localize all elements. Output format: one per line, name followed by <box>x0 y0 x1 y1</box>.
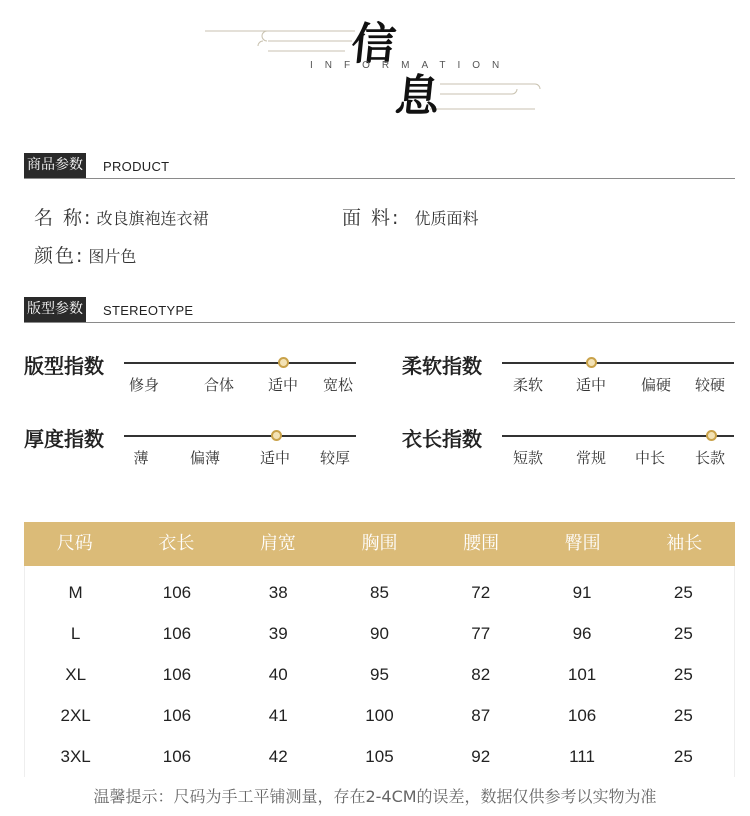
table-cell: 77 <box>471 624 491 643</box>
table-row <box>25 654 734 695</box>
fit-index-option: 适中 <box>267 376 299 394</box>
table-cell: 87 <box>471 706 491 725</box>
table-cell: 95 <box>370 665 389 684</box>
product-section-label: PRODUCT <box>103 159 170 174</box>
field-value: 改良旗袍连衣裙 <box>96 209 209 228</box>
table-cell: 106 <box>162 747 192 766</box>
table-cell: 106 <box>567 706 597 725</box>
title-char-1: 信 <box>348 19 399 70</box>
fit-index-title: 版型指数 <box>24 354 104 378</box>
field-value: 优质面料 <box>414 209 479 228</box>
fit-index-track <box>124 362 356 364</box>
table-cell: 2XL <box>60 706 91 725</box>
length-index-option: 长款 <box>694 449 726 467</box>
stereotype-section-label: STEREOTYPE <box>103 303 194 318</box>
thickness-index-title: 厚度指数 <box>24 427 104 451</box>
column-header: 肩宽 <box>259 533 296 554</box>
thickness-index-option: 偏薄 <box>189 449 221 467</box>
thickness-index <box>24 423 364 483</box>
length-index-option: 中长 <box>634 449 666 467</box>
fit-index-marker <box>278 357 289 368</box>
table-cell: 25 <box>673 665 693 684</box>
table-cell: 85 <box>370 583 389 602</box>
fit-index-option: 合体 <box>203 376 235 394</box>
softness-index <box>402 350 742 410</box>
table-cell: 42 <box>268 747 288 766</box>
fit-index-option: 宽松 <box>322 376 354 394</box>
table-cell: 106 <box>162 624 192 643</box>
table-cell: 41 <box>268 706 288 725</box>
softness-index-option: 柔软 <box>512 376 544 394</box>
table-cell: 92 <box>471 747 491 766</box>
product-name-field <box>34 203 208 230</box>
table-row <box>25 736 734 777</box>
table-cell: 25 <box>673 747 693 766</box>
column-header: 袖长 <box>666 533 703 554</box>
table-cell: 90 <box>370 624 389 643</box>
color-field <box>34 241 136 268</box>
fit-index-option: 修身 <box>128 376 160 394</box>
size-table <box>24 522 735 777</box>
stereotype-section-header <box>24 297 735 323</box>
softness-index-option: 偏硬 <box>640 376 672 394</box>
fabric-field <box>342 203 478 230</box>
title-char-2: 息 <box>392 71 443 122</box>
table-cell: 25 <box>673 583 693 602</box>
table-cell: 25 <box>673 706 693 725</box>
product-section-tag: 商品参数 <box>24 153 86 178</box>
thickness-index-option: 较厚 <box>319 449 351 467</box>
field-key: 面 料: <box>342 207 401 229</box>
length-index-option: 常规 <box>575 449 607 467</box>
softness-index-title: 柔软指数 <box>402 354 482 378</box>
measurement-note: 温馨提示：尺码为手工平铺测量，存在2-4CM的误差，数据仅供参考以实物为准 <box>93 787 657 806</box>
table-row <box>25 613 734 654</box>
size-table-header <box>24 522 735 566</box>
column-header: 胸围 <box>361 533 398 554</box>
thickness-index-marker <box>271 430 282 441</box>
length-index-title: 衣长指数 <box>402 427 482 451</box>
table-row <box>25 695 734 736</box>
column-header: 臀围 <box>564 533 601 554</box>
field-key: 颜色: <box>34 245 85 267</box>
length-index-track <box>502 435 734 437</box>
table-cell: 91 <box>572 583 592 602</box>
column-header: 衣长 <box>158 533 195 554</box>
fit-index <box>24 350 364 410</box>
table-cell: 101 <box>567 665 597 684</box>
table-row <box>25 572 734 613</box>
field-key: 名 称: <box>34 207 93 229</box>
info-header <box>0 0 750 120</box>
softness-index-option: 适中 <box>575 376 607 394</box>
table-cell: 38 <box>268 583 288 602</box>
table-cell: 82 <box>471 665 491 684</box>
length-index-marker <box>706 430 717 441</box>
thickness-index-option: 适中 <box>259 449 291 467</box>
table-cell: 100 <box>365 706 394 725</box>
softness-index-marker <box>586 357 597 368</box>
table-cell: 106 <box>162 583 192 602</box>
column-header: 腰围 <box>463 533 500 554</box>
table-cell: 105 <box>365 747 394 766</box>
table-cell: 3XL <box>60 747 91 766</box>
subtitle-information: INFORMATION <box>310 60 512 71</box>
table-cell: 111 <box>569 747 595 766</box>
stereotype-section-tag: 版型参数 <box>24 297 86 322</box>
table-cell: L <box>70 624 81 643</box>
size-table-body <box>24 566 735 777</box>
length-index-option: 短款 <box>512 449 544 467</box>
column-header: 尺码 <box>56 533 93 554</box>
table-cell: M <box>68 583 83 602</box>
softness-index-option: 较硬 <box>694 376 726 394</box>
table-cell: 72 <box>471 583 491 602</box>
table-cell: 106 <box>162 665 192 684</box>
table-cell: 106 <box>162 706 192 725</box>
softness-index-track <box>502 362 734 364</box>
table-cell: 25 <box>673 624 693 643</box>
table-cell: XL <box>65 665 87 684</box>
table-cell: 39 <box>268 624 288 643</box>
thickness-index-track <box>124 435 356 437</box>
table-cell: 40 <box>268 665 288 684</box>
thickness-index-option: 薄 <box>133 449 149 467</box>
table-cell: 96 <box>572 624 592 643</box>
product-section-header <box>24 153 735 179</box>
field-value: 图片色 <box>88 247 137 266</box>
length-index <box>402 423 742 483</box>
